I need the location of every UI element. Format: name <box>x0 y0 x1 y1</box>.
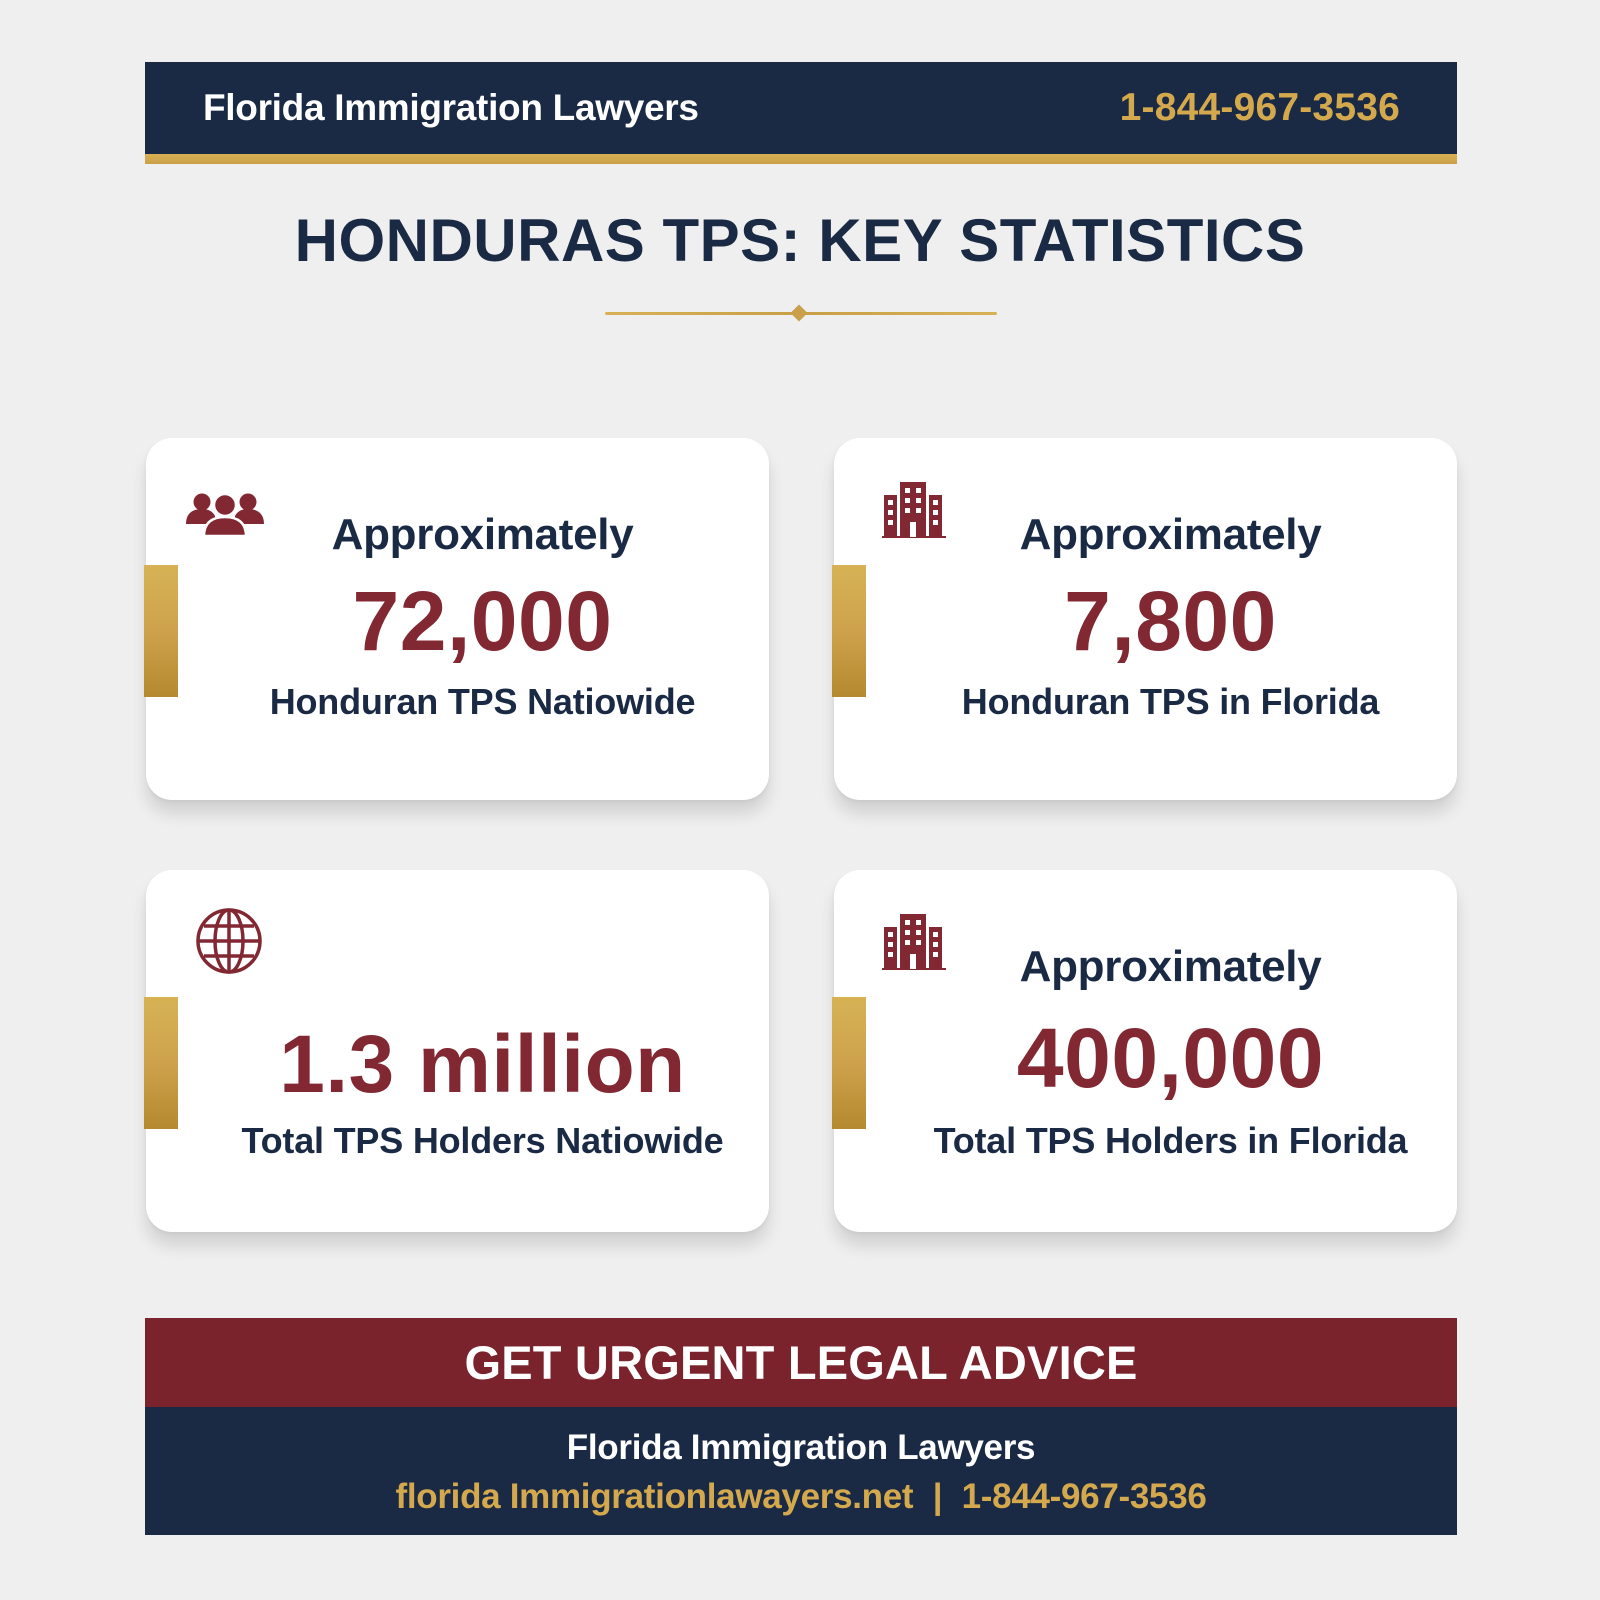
card-accent-bar <box>832 565 866 697</box>
footer-firm-name: Florida Immigration Lawyers <box>566 1428 1036 1467</box>
footer-phone-link[interactable]: 1-844-967-3536 <box>961 1477 1207 1516</box>
card-qualifier: Approximately <box>1019 942 1322 991</box>
stat-card-total-nationwide <box>146 870 769 1232</box>
footer-contact <box>145 1407 1457 1535</box>
footer-contact-line <box>145 1477 1457 1517</box>
brand-name: Florida Immigration Lawyers <box>203 87 699 128</box>
stat-card-honduran-nationwide <box>146 438 769 800</box>
header-gold-underline <box>145 154 1457 164</box>
card-value: 400,000 <box>1016 1011 1325 1105</box>
divider-diamond-icon <box>791 305 808 322</box>
cta-banner[interactable] <box>145 1318 1457 1407</box>
stat-card-total-florida <box>834 870 1457 1232</box>
title-divider <box>605 304 997 324</box>
card-value: 1.3 million <box>279 1019 686 1110</box>
header-phone-link[interactable]: 1-844-967-3536 <box>1119 86 1400 129</box>
page-title: HONDURAS TPS: KEY STATISTICS <box>294 207 1306 274</box>
card-label: Total TPS Holders in Florida <box>933 1120 1408 1161</box>
card-value: 7,800 <box>1064 574 1277 668</box>
card-accent-bar <box>832 997 866 1129</box>
footer-separator: | <box>932 1477 943 1516</box>
card-value: 72,000 <box>352 574 613 668</box>
stat-card-honduran-florida <box>834 438 1457 800</box>
card-label: Honduran TPS Natiowide <box>269 681 696 722</box>
card-qualifier: Approximately <box>331 510 634 559</box>
card-accent-bar <box>144 997 178 1129</box>
header-bar <box>145 62 1457 154</box>
card-label: Honduran TPS in Florida <box>961 681 1380 722</box>
globe-icon <box>194 906 280 970</box>
footer-website-link[interactable]: florida Immigrationlawayers.net <box>395 1477 914 1516</box>
card-qualifier: Approximately <box>1019 510 1322 559</box>
card-accent-bar <box>144 565 178 697</box>
cta-title: GET URGENT LEGAL ADVICE <box>464 1336 1138 1389</box>
card-label: Total TPS Holders Natiowide <box>241 1120 724 1161</box>
